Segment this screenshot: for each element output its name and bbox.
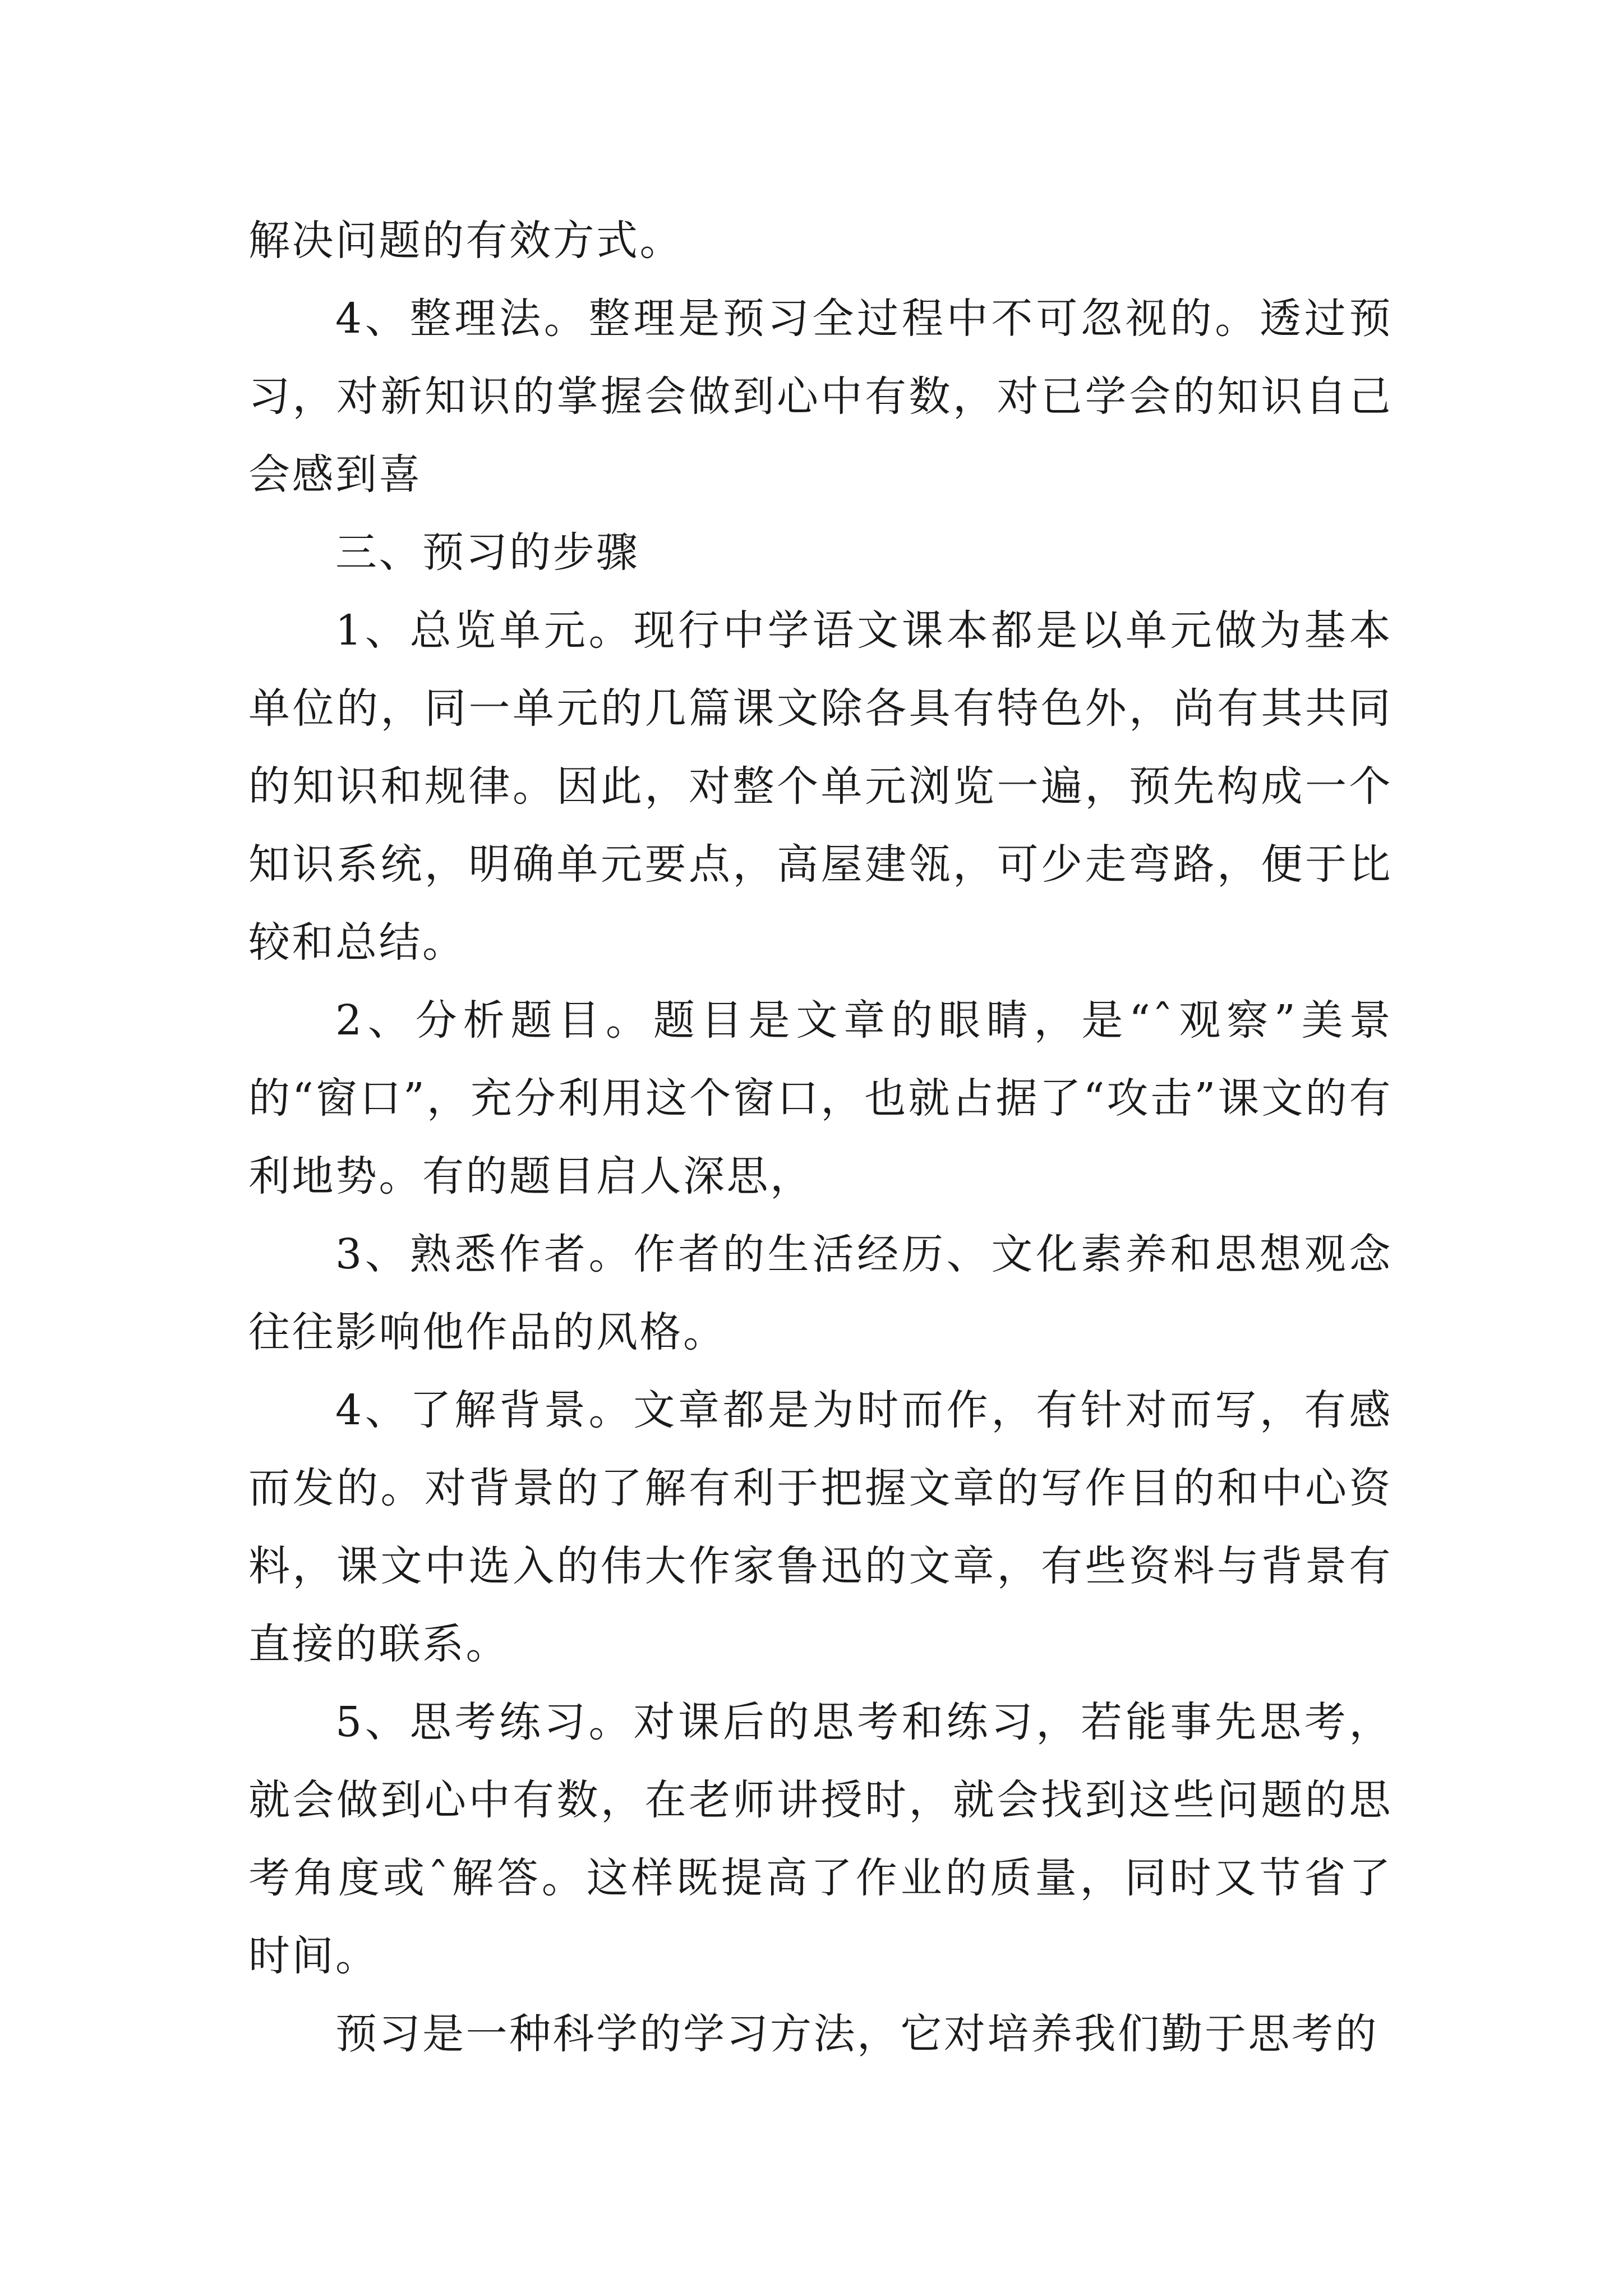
paragraph-step-1: 1、总览单元。现行中学语文课本都是以单元做为基本单位的，同一单元的几篇课文除各具有特色外，尚有其共同的知识和规律。因此，对整个单元浏览一遍，预先构成一个知识系统，明确单元要点，高屋建瓴，可少走弯路，便于比较和总结。 <box>248 606 1393 967</box>
paragraph-step-2: 2、分析题目。题目是文章的眼睛，是“ˆ观察”美景的“窗口”，充分利用这个窗口，也就占据了“攻击”课文的有利地势。有的题目启人深思， <box>248 996 1393 1200</box>
section-heading-preview-steps: 三、预习的步骤 <box>335 528 640 577</box>
document-body <box>248 202 1393 2073</box>
paragraph-step-4: 4、了解背景。文章都是为时而作，有针对而写，有感而发的。对背景的了解有利于把握文章的写作目的和中心资料，课文中选入的伟大作家鲁迅的文章，有些资料与背景有直接的联系。 <box>248 1386 1393 1668</box>
paragraph-step-5: 5、思考练习。对课后的思考和练习，若能事先思考，就会做到心中有数，在老师讲授时，就会找到这些问题的思考角度或ˆ解答。这样既提高了作业的质量，同时又节省了时间。 <box>248 1698 1393 1980</box>
paragraph-continuation: 解决问题的有效方式。 <box>248 217 683 265</box>
paragraph-organizing-method: 4、整理法。整理是预习全过程中不可忽视的。透过预习，对新知识的掌握会做到心中有数，对已学会的知识自己会感到喜 <box>248 295 1393 499</box>
paragraph-conclusion: 预习是一种科学的学习方法，它对培养我们勤于思考的 <box>335 2010 1378 2058</box>
paragraph-step-3: 3、熟悉作者。作者的生活经历、文化素养和思想观念往往影响他作品的风格。 <box>248 1230 1393 1356</box>
